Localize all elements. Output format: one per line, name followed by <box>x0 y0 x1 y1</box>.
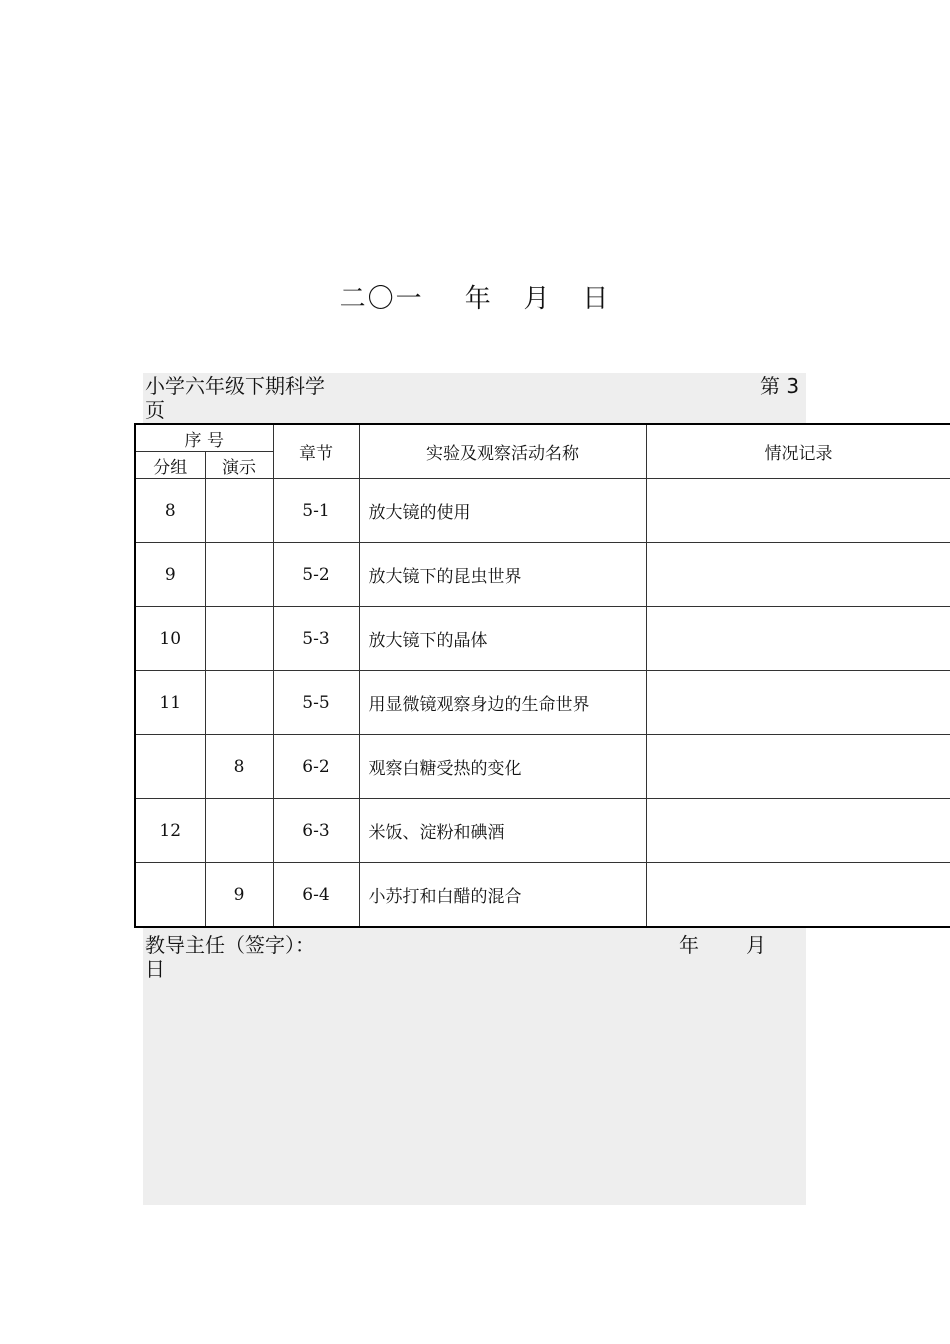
activity-name-cell: 观察白糖受热的变化 <box>359 735 646 799</box>
record-cell[interactable] <box>646 671 950 735</box>
demo-cell <box>205 607 273 671</box>
chapter-cell: 6-3 <box>273 799 359 863</box>
record-cell[interactable] <box>646 735 950 799</box>
footer-year-label: 年 <box>679 933 699 957</box>
group-cell: 11 <box>135 671 205 735</box>
date-month-label: 月 <box>523 284 552 314</box>
demo-cell: 9 <box>205 863 273 928</box>
demo-cell: 8 <box>205 735 273 799</box>
signature-label: 教导主任（签字）： <box>145 933 315 957</box>
group-cell <box>135 863 205 928</box>
group-cell: 10 <box>135 607 205 671</box>
activity-name-cell: 放大镜下的晶体 <box>359 607 646 671</box>
page-number: 第 3 <box>760 374 800 398</box>
group-cell: 12 <box>135 799 205 863</box>
group-cell: 8 <box>135 479 205 543</box>
demo-cell <box>205 671 273 735</box>
table-row <box>135 671 950 735</box>
record-cell[interactable] <box>646 863 950 928</box>
activity-name-cell: 放大镜的使用 <box>359 479 646 543</box>
footer-month-label: 月 <box>746 933 766 957</box>
header-seq: 序 号 <box>135 424 273 452</box>
chapter-cell: 5-5 <box>273 671 359 735</box>
date-line <box>0 278 950 315</box>
header-record: 情况记录 <box>646 424 950 479</box>
chapter-cell: 6-2 <box>273 735 359 799</box>
table-row <box>135 479 950 543</box>
chapter-cell: 5-1 <box>273 479 359 543</box>
table-row <box>135 543 950 607</box>
chapter-cell: 5-3 <box>273 607 359 671</box>
record-cell[interactable] <box>646 607 950 671</box>
header-demo: 演示 <box>205 452 273 479</box>
activity-name-cell: 用显微镜观察身边的生命世界 <box>359 671 646 735</box>
demo-cell <box>205 543 273 607</box>
form-title: 小学六年级下期科学 <box>145 374 325 398</box>
chapter-cell: 6-4 <box>273 863 359 928</box>
header-group: 分组 <box>135 452 205 479</box>
table-row <box>135 735 950 799</box>
group-cell: 9 <box>135 543 205 607</box>
page-number-suffix: 页 <box>145 398 165 422</box>
demo-cell <box>205 799 273 863</box>
header-chapter: 章节 <box>273 424 359 479</box>
record-cell[interactable] <box>646 543 950 607</box>
activity-name-cell: 米饭、淀粉和碘酒 <box>359 799 646 863</box>
table-row <box>135 799 950 863</box>
footer-day-label: 日 <box>145 957 165 981</box>
date-day-label: 日 <box>582 284 611 314</box>
demo-cell <box>205 479 273 543</box>
header-activity-name: 实验及观察活动名称 <box>359 424 646 479</box>
table-row <box>135 607 950 671</box>
date-year-label: 年 <box>464 284 493 314</box>
chapter-cell: 5-2 <box>273 543 359 607</box>
group-cell <box>135 735 205 799</box>
activity-name-cell: 小苏打和白醋的混合 <box>359 863 646 928</box>
date-year-prefix: 二〇一 <box>339 284 424 314</box>
record-cell[interactable] <box>646 799 950 863</box>
table-row <box>135 863 950 928</box>
activity-name-cell: 放大镜下的昆虫世界 <box>359 543 646 607</box>
experiment-record-table <box>134 423 950 928</box>
record-cell[interactable] <box>646 479 950 543</box>
